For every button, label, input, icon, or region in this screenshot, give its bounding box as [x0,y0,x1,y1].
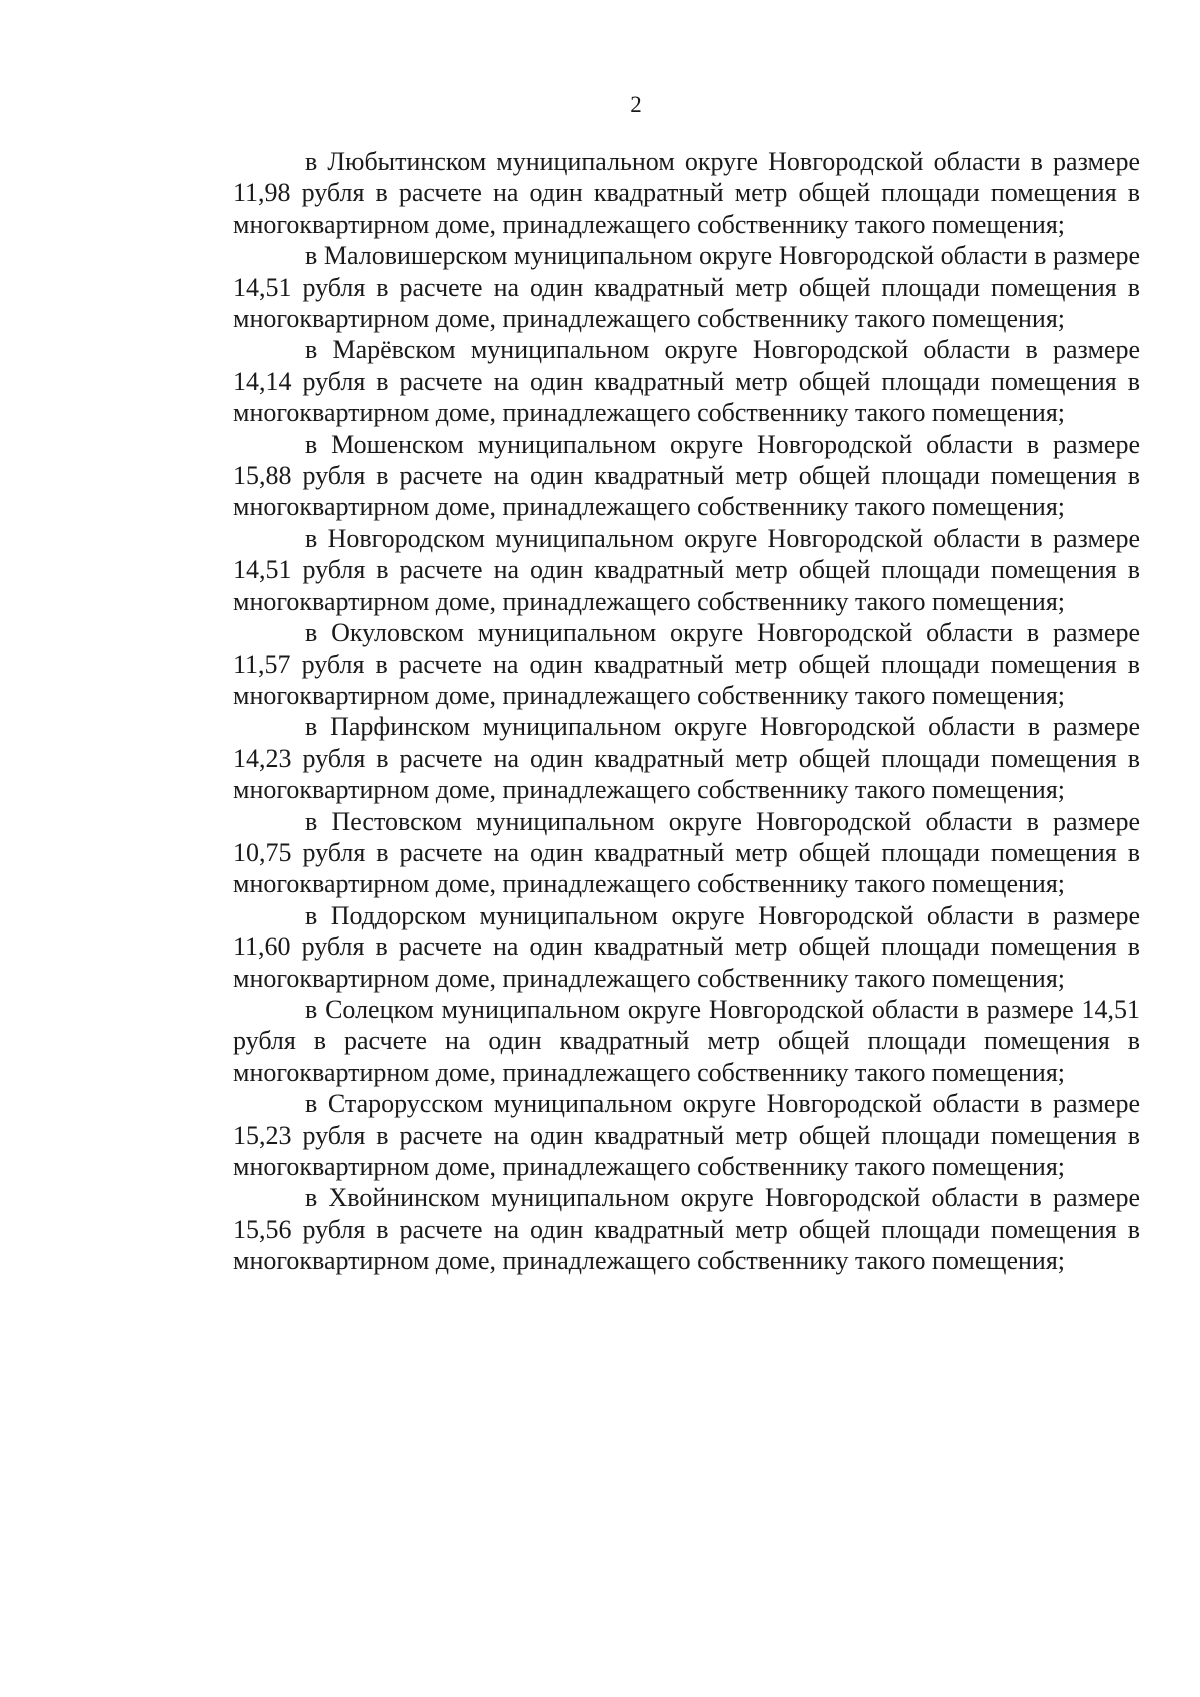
paragraph-parfino: в Парфинском муниципальном округе Новгородской области в размере 14,23 рубля в расчете на один квадратный метр общей площади помещения в многоквартирном доме, принадлежащего собственнику такого помещения; [233,712,1140,805]
paragraph-malaya-vishera: в Маловишерском муниципальном округе Новгородской области в размере 14,51 рубля в расчете на один квадратный метр общей площади помещения в многоквартирном доме, принадлежащего собственнику такого помещения; [233,241,1140,334]
paragraph-khvoynaya: в Хвойнинском муниципальном округе Новгородской области в размере 15,56 рубля в расчете на один квадратный метр общей площади помещения в многоквартирном доме, принадлежащего собственнику такого помещения; [233,1183,1140,1276]
page-number: 2 [630,92,642,117]
paragraph-lyubytino: в Любытинском муниципальном округе Новгородской области в размере 11,98 рубля в расчете на один квадратный метр общей площади помещения в многоквартирном доме, принадлежащего собственнику такого помещения; [233,147,1140,239]
paragraph-okulovka: в Окуловском муниципальном округе Новгородской области в размере 11,57 рубля в расчете на один квадратный метр общей площади помещения в многоквартирном доме, принадлежащего собственнику такого помещения; [233,618,1140,710]
paragraph-poddorye: в Поддорском муниципальном округе Новгородской области в размере 11,60 рубля в расчете на один квадратный метр общей площади помещения в многоквартирном доме, принадлежащего собственнику такого помещения; [233,900,1140,993]
paragraph-novgorodsky: в Новгородском муниципальном округе Новгородской области в размере 14,51 рубля в расчете на один квадратный метр общей площади помещения в многоквартирном доме, принадлежащего собственнику такого помещения; [233,523,1140,616]
paragraph-staraya-russa: в Старорусском муниципальном округе Новгородской области в размере 15,23 рубля в расчете на один квадратный метр общей площади помещения в многоквартирном доме, принадлежащего собственнику такого помещения; [233,1089,1140,1181]
paragraph-pestovo: в Пестовском муниципальном округе Новгородской области в размере 10,75 рубля в расчете на один квадратный метр общей площади помещения в многоквартирном доме, принадлежащего собственнику такого помещения; [233,806,1140,899]
paragraph-moshenskoye: в Мошенском муниципальном округе Новгородской области в размере 15,88 рубля в расчете на один квадратный метр общей площади помещения в многоквартирном доме, принадлежащего собственнику такого помещения; [233,429,1140,522]
document-body [233,146,1140,1277]
paragraph-marevo: в Марёвском муниципальном округе Новгородской области в размере 14,14 рубля в расчете на один квадратный метр общей площади помещения в многоквартирном доме, принадлежащего собственнику такого помещения; [233,335,1140,428]
paragraph-soltsy: в Солецком муниципальном округе Новгородской области в размере 14,51 рубля в расчете на один квадратный метр общей площади помещения в многоквартирном доме, принадлежащего собственнику такого помещения; [233,994,1140,1087]
